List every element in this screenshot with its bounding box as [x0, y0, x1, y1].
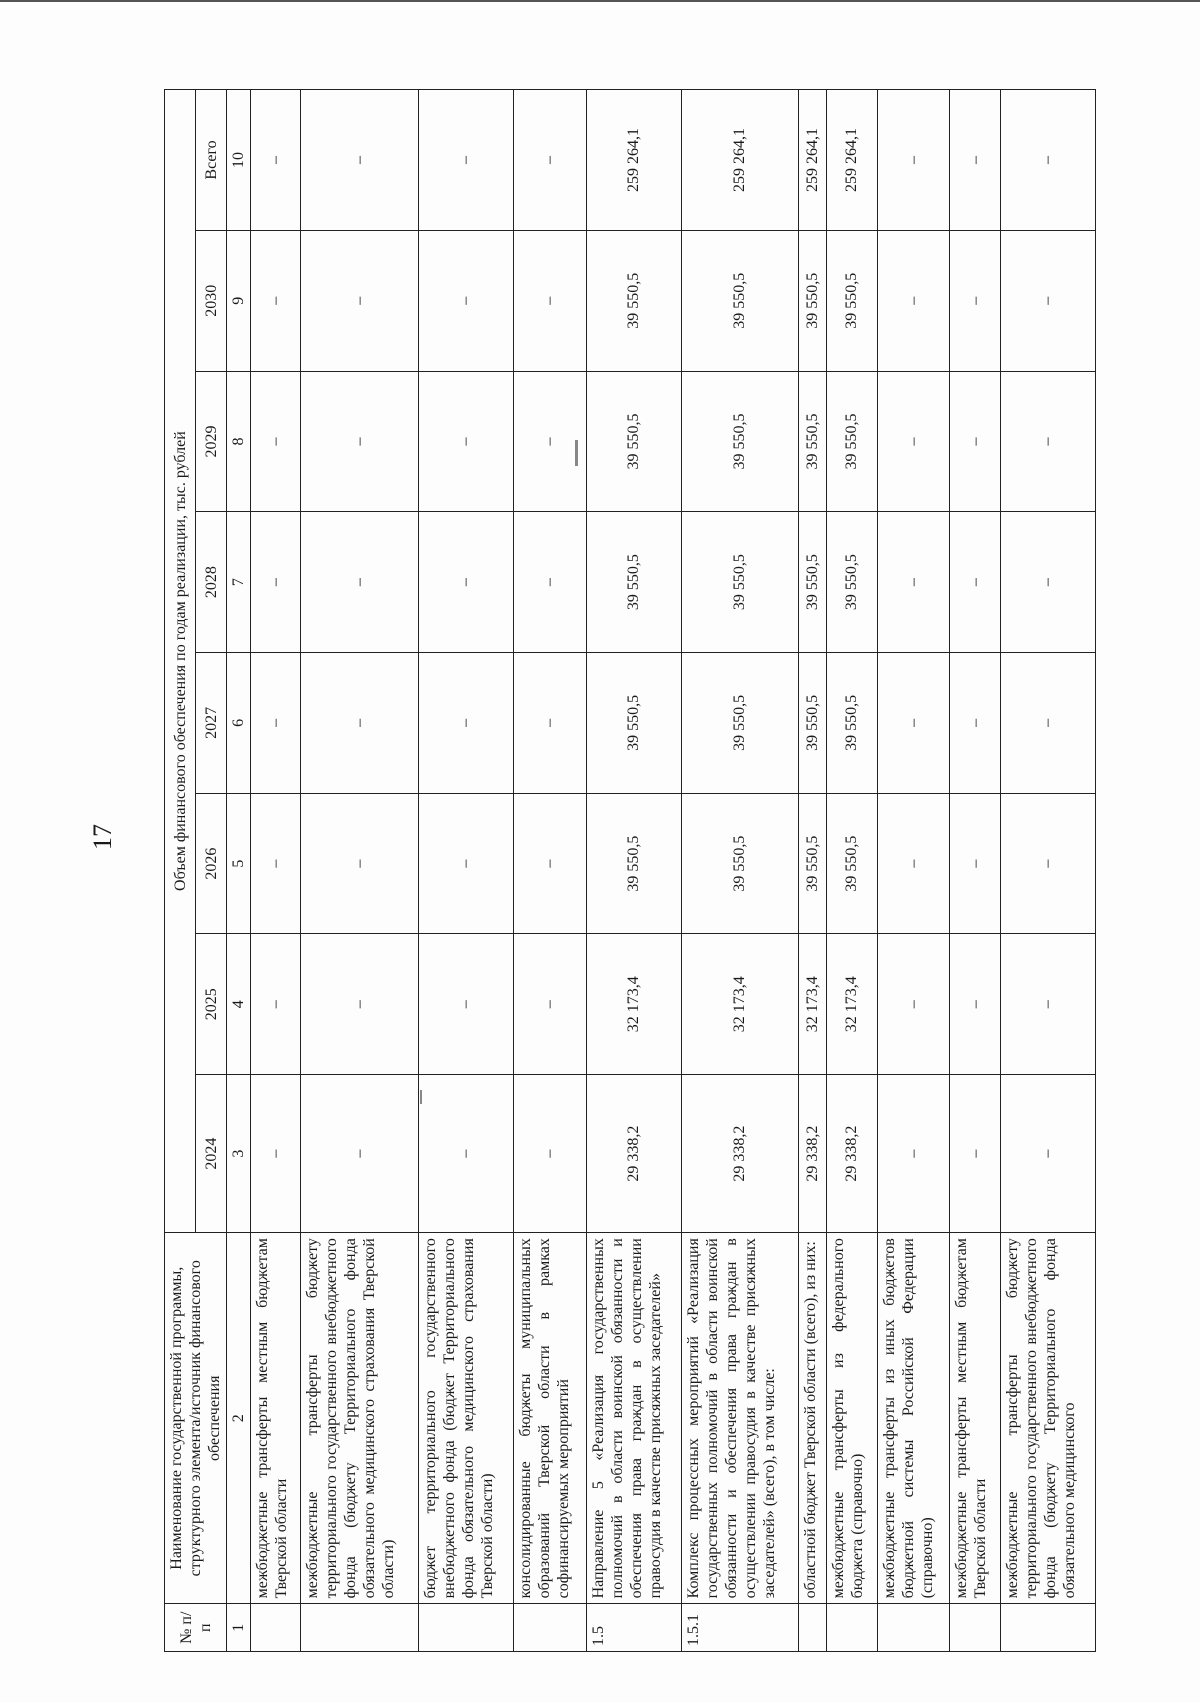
row-value: – [251, 230, 301, 371]
row-value: – [251, 653, 301, 794]
row-value: – [513, 512, 586, 653]
row-value: 39 550,5 [827, 512, 877, 653]
row-value: 39 550,5 [799, 512, 827, 653]
row-value: – [877, 230, 950, 371]
row-index [513, 1604, 586, 1652]
header-name: Наименование государственной программы, структурного элемента/источник финансового обеспечения [165, 1233, 227, 1604]
row-value: 39 550,5 [827, 371, 877, 512]
row-name: межбюджетные трансферты бюджету территориального государственного внебюджетного фонда (бюджету Территориального фонда обязательного медицинского [1000, 1233, 1095, 1604]
row-value: – [301, 1075, 418, 1233]
column-number: 2 [227, 1233, 251, 1604]
row-value: 39 550,5 [586, 793, 681, 934]
row-value: – [1000, 512, 1095, 653]
row-value: 39 550,5 [799, 793, 827, 934]
row-value: – [1000, 90, 1095, 231]
row-value: 259 264,1 [681, 90, 798, 231]
row-value: – [418, 512, 513, 653]
table-row [418, 90, 513, 1652]
row-value: 29 338,2 [827, 1075, 877, 1233]
row-value: – [513, 230, 586, 371]
row-value: – [1000, 230, 1095, 371]
row-value: – [513, 653, 586, 794]
row-value: – [418, 793, 513, 934]
column-number: 4 [227, 934, 251, 1075]
table-row [513, 90, 586, 1652]
header-year: 2028 [196, 512, 227, 653]
row-name: межбюджетные трансферты из иных бюджетов бюджетной системы Российской Федерации (справочно) [877, 1233, 950, 1604]
row-value: – [251, 371, 301, 512]
row-value: – [877, 512, 950, 653]
page-number: 17 [88, 824, 117, 850]
row-value: – [301, 653, 418, 794]
page-edge-line [0, 0, 1200, 2]
row-value: – [950, 230, 1000, 371]
row-value: – [251, 934, 301, 1075]
column-number: 7 [227, 512, 251, 653]
row-value: – [418, 371, 513, 512]
row-name: межбюджетные трансферты местным бюджетам Тверской области [950, 1233, 1000, 1604]
row-value: 39 550,5 [586, 230, 681, 371]
row-value: – [950, 371, 1000, 512]
row-value: – [950, 934, 1000, 1075]
table-row [586, 90, 681, 1652]
header-year: 2024 [196, 1075, 227, 1233]
row-value: – [418, 934, 513, 1075]
row-value: – [513, 90, 586, 231]
row-value: – [418, 90, 513, 231]
row-value: – [877, 653, 950, 794]
table-row [827, 90, 877, 1652]
row-value: – [301, 934, 418, 1075]
row-value: – [301, 793, 418, 934]
header-financing-group: Объем финансового обеспечения по годам реализации, тыс. рублей [165, 90, 196, 1233]
column-number: 10 [227, 90, 251, 231]
row-index [251, 1604, 301, 1652]
row-index: 1.5 [586, 1604, 681, 1652]
row-value: 39 550,5 [681, 512, 798, 653]
row-value: – [1000, 653, 1095, 794]
row-index [877, 1604, 950, 1652]
row-value: 39 550,5 [827, 230, 877, 371]
row-index [799, 1604, 827, 1652]
row-value: – [301, 371, 418, 512]
row-index [1000, 1604, 1095, 1652]
table-row [950, 90, 1000, 1652]
row-value: 29 338,2 [586, 1075, 681, 1233]
row-value: 39 550,5 [681, 230, 798, 371]
column-number: 9 [227, 230, 251, 371]
row-name: областной бюджет Тверской области (всего), из них: [799, 1233, 827, 1604]
row-value: – [1000, 1075, 1095, 1233]
row-name: межбюджетные трансферты местным бюджетам Тверской области [251, 1233, 301, 1604]
row-value: 32 173,4 [681, 934, 798, 1075]
header-index: № п/п [165, 1604, 227, 1652]
row-value: – [418, 230, 513, 371]
row-value: – [877, 793, 950, 934]
header-year: 2025 [196, 934, 227, 1075]
row-value: – [1000, 793, 1095, 934]
header-year: Всего [196, 90, 227, 231]
header-row-group [165, 90, 196, 1652]
row-value: 29 338,2 [681, 1075, 798, 1233]
row-index [418, 1604, 513, 1652]
row-name: консолидированные бюджеты муниципальных образований Тверской области в рамках софинансируемых мероприятий [513, 1233, 586, 1604]
row-value: 39 550,5 [799, 371, 827, 512]
row-value: – [877, 90, 950, 231]
row-index [950, 1604, 1000, 1652]
column-number: 6 [227, 653, 251, 794]
row-value: – [251, 1075, 301, 1233]
row-value: 39 550,5 [799, 230, 827, 371]
table-row [877, 90, 950, 1652]
row-value: – [950, 653, 1000, 794]
row-value: – [513, 371, 586, 512]
table-row [681, 90, 798, 1652]
row-value: – [950, 1075, 1000, 1233]
column-number: 8 [227, 371, 251, 512]
row-index [301, 1604, 418, 1652]
row-index: 1.5.1 [681, 1604, 798, 1652]
row-value: – [950, 512, 1000, 653]
row-value: 39 550,5 [799, 653, 827, 794]
row-value: – [513, 1075, 586, 1233]
row-value: 39 550,5 [827, 793, 877, 934]
row-value: 32 173,4 [799, 934, 827, 1075]
table-row [799, 90, 827, 1652]
row-value: – [251, 793, 301, 934]
row-value: – [513, 934, 586, 1075]
row-value: – [513, 793, 586, 934]
row-value: 29 338,2 [799, 1075, 827, 1233]
row-value: – [301, 230, 418, 371]
row-value: 259 264,1 [586, 90, 681, 231]
table-row [301, 90, 418, 1652]
financing-table [164, 89, 1096, 1652]
row-value: 32 173,4 [586, 934, 681, 1075]
row-name: Направление 5 «Реализация государственных полномочий в области воинской обязанности и обеспечения права граждан в осуществлении правосудия в качестве присяжных заседателей» [586, 1233, 681, 1604]
header-year: 2027 [196, 653, 227, 794]
row-value: – [418, 1075, 513, 1233]
row-name: Комплекс процессных мероприятий «Реализация государственных полномочий в области воинской обязанности и обеспечения права граждан в осуществлении правосудия в качестве присяжных заседателей» (всего), в том числе: [681, 1233, 798, 1604]
row-value: – [301, 90, 418, 231]
row-index [827, 1604, 877, 1652]
row-value: – [877, 1075, 950, 1233]
row-value: 39 550,5 [586, 512, 681, 653]
column-number: 5 [227, 793, 251, 934]
table-body [251, 90, 1096, 1652]
row-value: 259 264,1 [799, 90, 827, 231]
header-year: 2030 [196, 230, 227, 371]
row-value: 259 264,1 [827, 90, 877, 231]
row-value: 39 550,5 [586, 371, 681, 512]
row-name: межбюджетные трансферты из федерального бюджета (справочно) [827, 1233, 877, 1604]
table-row [251, 90, 301, 1652]
row-value: – [418, 653, 513, 794]
row-value: – [1000, 934, 1095, 1075]
row-name: межбюджетные трансферты бюджету территориального государственного внебюджетного фонда (бюджету Территориального фонда обязательного медицинского страхования Тверской области) [301, 1233, 418, 1604]
row-value: – [950, 90, 1000, 231]
table-row [1000, 90, 1095, 1652]
row-value: – [877, 934, 950, 1075]
row-value: 39 550,5 [827, 653, 877, 794]
column-number: 3 [227, 1075, 251, 1233]
column-number: 1 [227, 1604, 251, 1652]
row-value: 39 550,5 [681, 793, 798, 934]
row-value: 39 550,5 [681, 371, 798, 512]
row-name: бюджет территориального государственного внебюджетного фонда (бюджет Территориального фонда обязательного медицинского страхования Тверской области) [418, 1233, 513, 1604]
rotated-table-container [164, 89, 1082, 1652]
row-value: – [301, 512, 418, 653]
row-value: – [950, 793, 1000, 934]
header-year: 2029 [196, 371, 227, 512]
header-year: 2026 [196, 793, 227, 934]
row-value: – [877, 371, 950, 512]
row-value: 39 550,5 [586, 653, 681, 794]
row-value: 39 550,5 [681, 653, 798, 794]
row-value: 32 173,4 [827, 934, 877, 1075]
row-value: – [1000, 371, 1095, 512]
header-row-column-numbers [227, 90, 251, 1652]
row-value: – [251, 512, 301, 653]
row-value: – [251, 90, 301, 231]
